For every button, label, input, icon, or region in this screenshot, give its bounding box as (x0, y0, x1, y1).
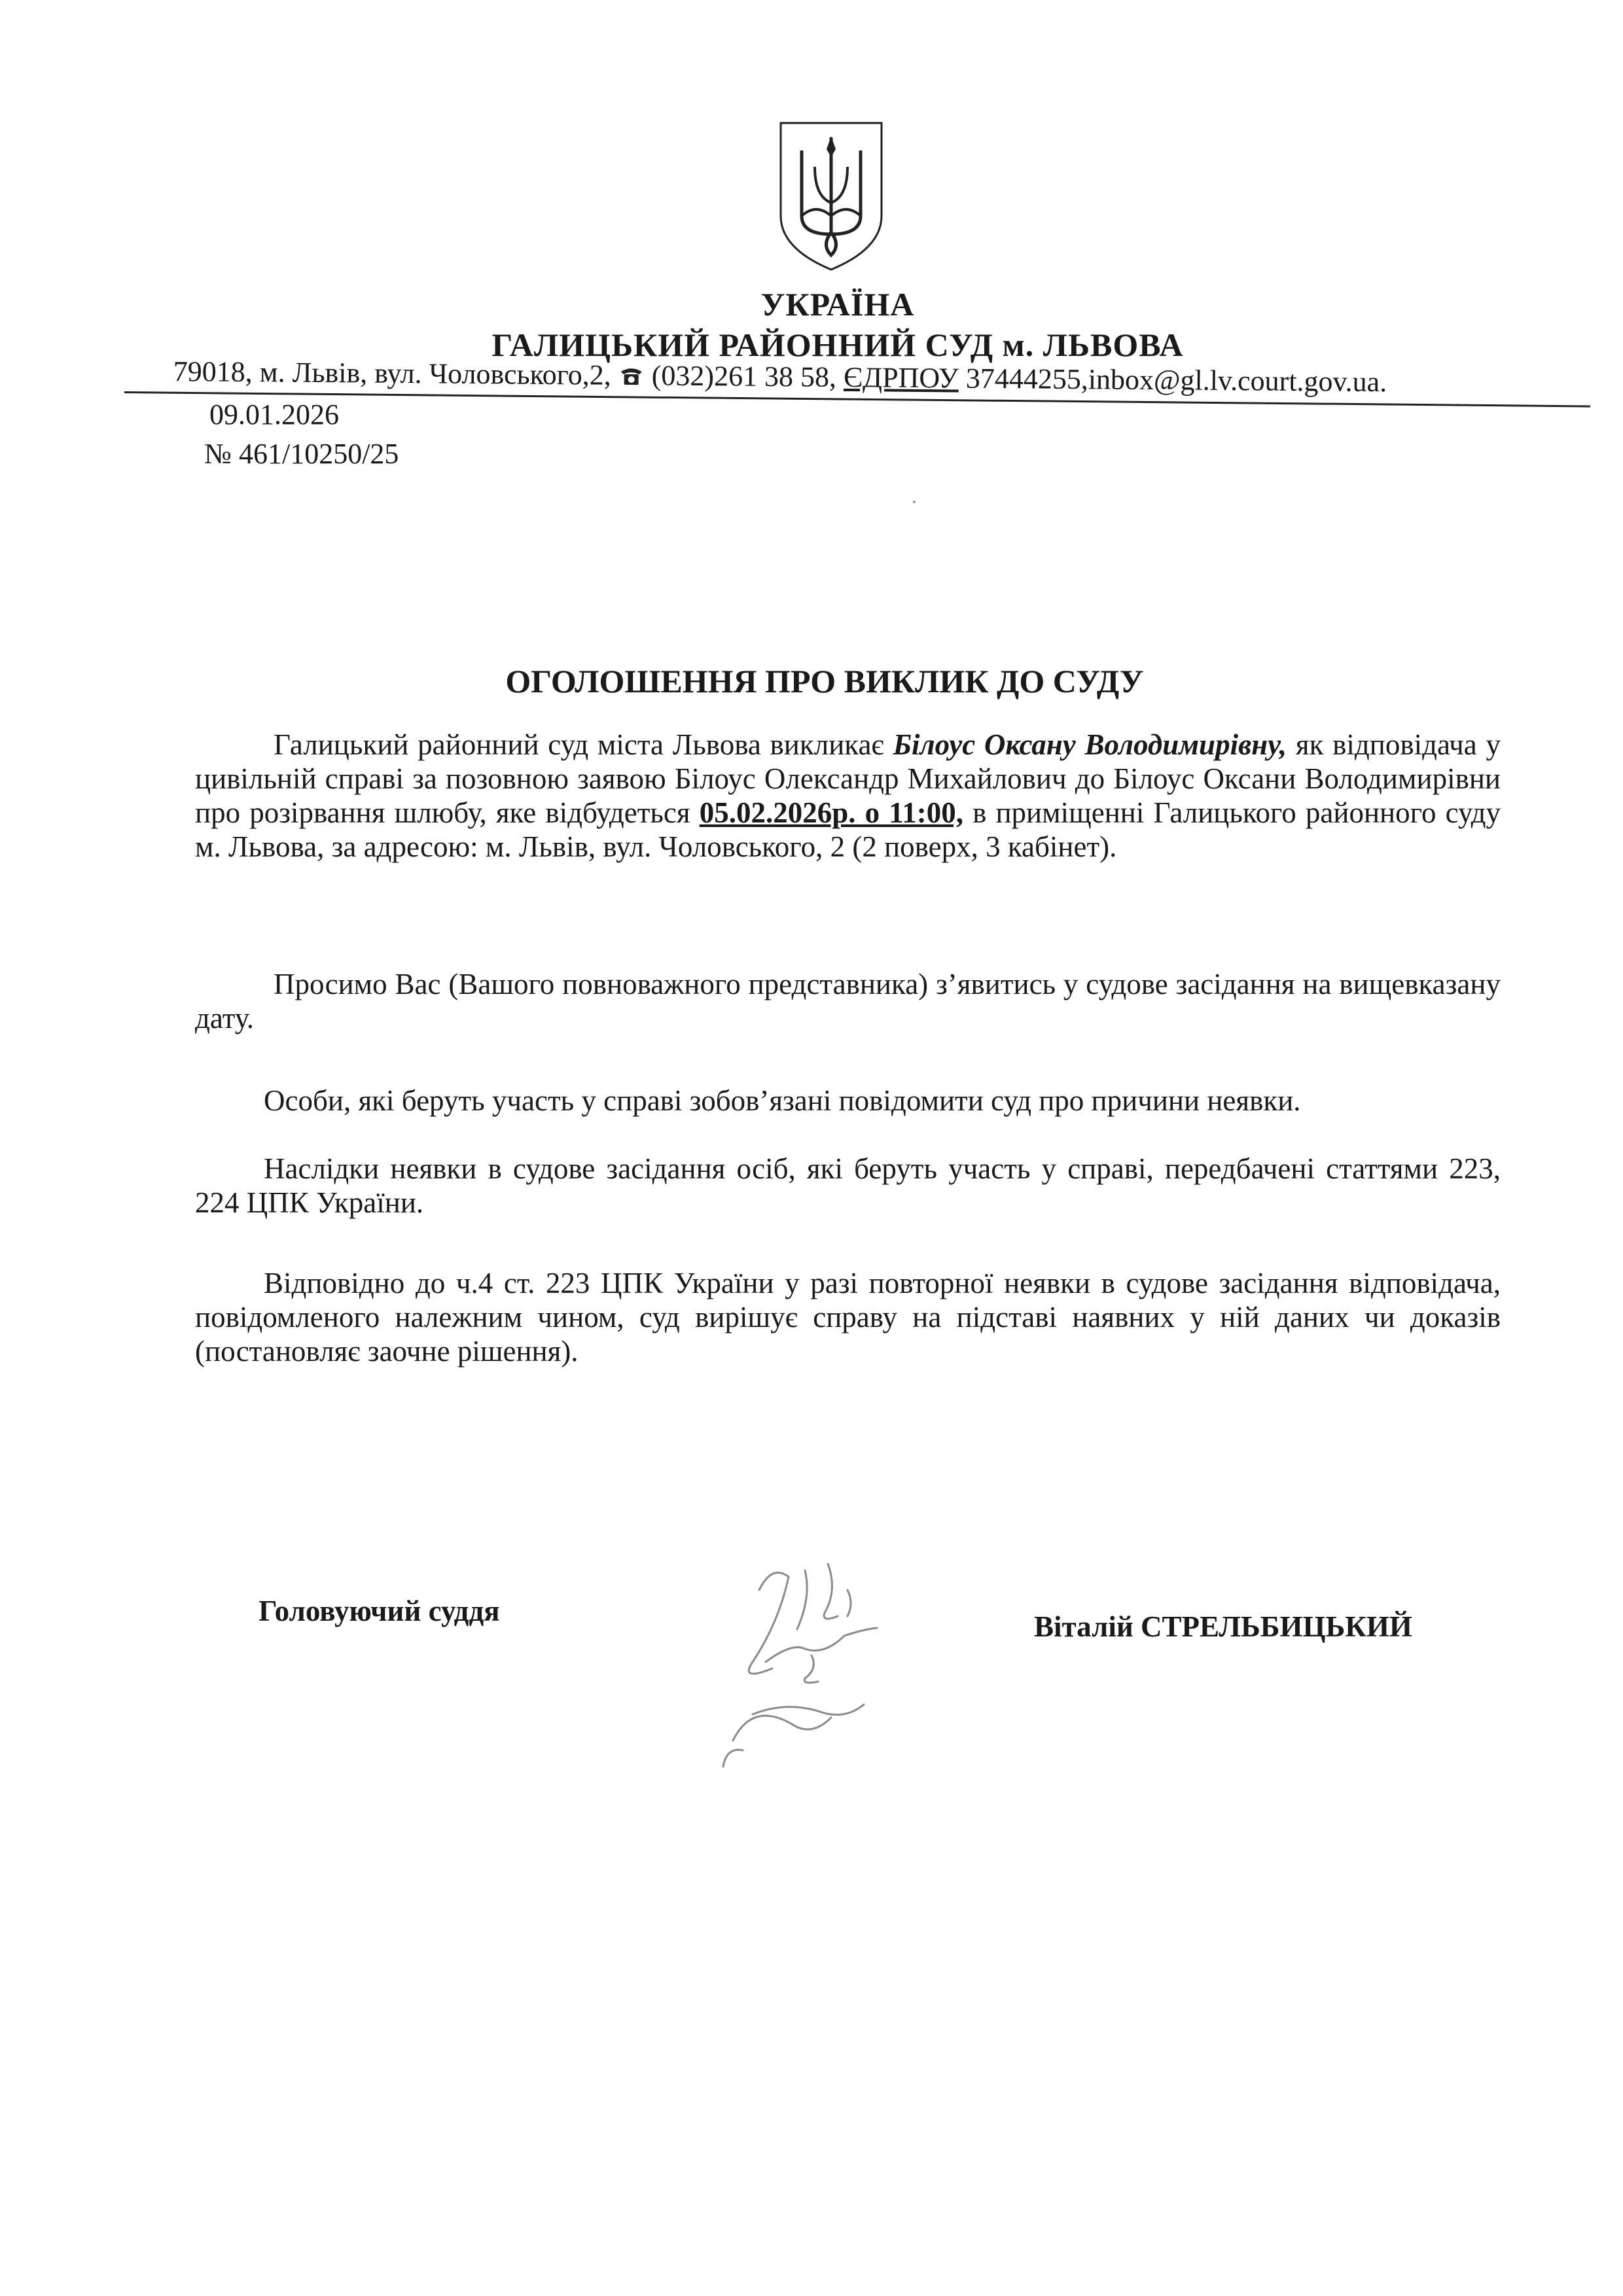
absence-notice-paragraph: Особи, які беруть участь у справі зобов’язані повідомити суд про причини неявки. (264, 1084, 1301, 1117)
signatory-role: Головуючий суддя (259, 1595, 500, 1627)
edrpou-and-email: 37444255,inbox@gl.lv.court.gov.ua. (965, 362, 1387, 398)
absence-consequences-paragraph: Наслідки неявки в судове засідання осіб, які беруть участь у справі, передбачені статтями 223, 224 ЦПК України. (195, 1152, 1501, 1219)
edrpou-label: ЄДРПОУ (843, 361, 959, 395)
country-heading: УКРАЇНА (760, 286, 915, 323)
default-judgment-paragraph: Відповідно до ч.4 ст. 223 ЦПК України у разі повторної неявки в судове засідання відповідача, повідомленого належним чином, суд вирішує справу на підставі наявних у ній даних чи доказів (постановляє заочне рішення). (195, 1267, 1501, 1368)
handwritten-signature-icon (713, 1551, 962, 1773)
scan-speck (913, 501, 916, 503)
court-address: 79018, м. Львів, вул. Чоловського,2, (173, 355, 611, 391)
summons-text-start: Галицький районний суд міста Львова викликає (274, 728, 893, 761)
defendant-name: Білоус Оксану Володимирівну, (893, 728, 1287, 761)
summons-text-end: в приміщенні Галицького районного суду м. Львова, за адресою: м. Львів, вул. Чоловського, 2 (2 поверх, 3 кабінет). (195, 796, 1501, 863)
document-title: ОГОЛОШЕННЯ ПРО ВИКЛИК ДО СУДУ (505, 663, 1144, 699)
summons-paragraph (195, 728, 1501, 864)
appearance-request-paragraph: Просимо Вас (Вашого повноважного представника) з’явитись у судове засідання на вищевказану дату. (195, 968, 1501, 1034)
case-number: № 461/10250/25 (204, 438, 399, 470)
document-date: 09.01.2026 (209, 398, 339, 431)
court-name-heading: ГАЛИЦЬКИЙ РАЙОННИЙ СУД м. ЛЬВОВА (491, 327, 1184, 363)
summons-text-mid: як відповідача у цивільній справі за позовною заявою Білоус Олександр Михайлович до Білоус Оксани Володимирівни про розірвання шлюбу, яке відбудеться (195, 728, 1501, 829)
signatory-name: Віталій СТРЕЛЬБИЦЬКИЙ (1034, 1610, 1412, 1643)
telephone-icon (618, 365, 645, 386)
court-phone: (032)261 38 58, (651, 359, 837, 393)
hearing-datetime: 05.02.2026р. о 11:00, (699, 796, 963, 829)
trident-coat-of-arms-icon (776, 118, 887, 275)
